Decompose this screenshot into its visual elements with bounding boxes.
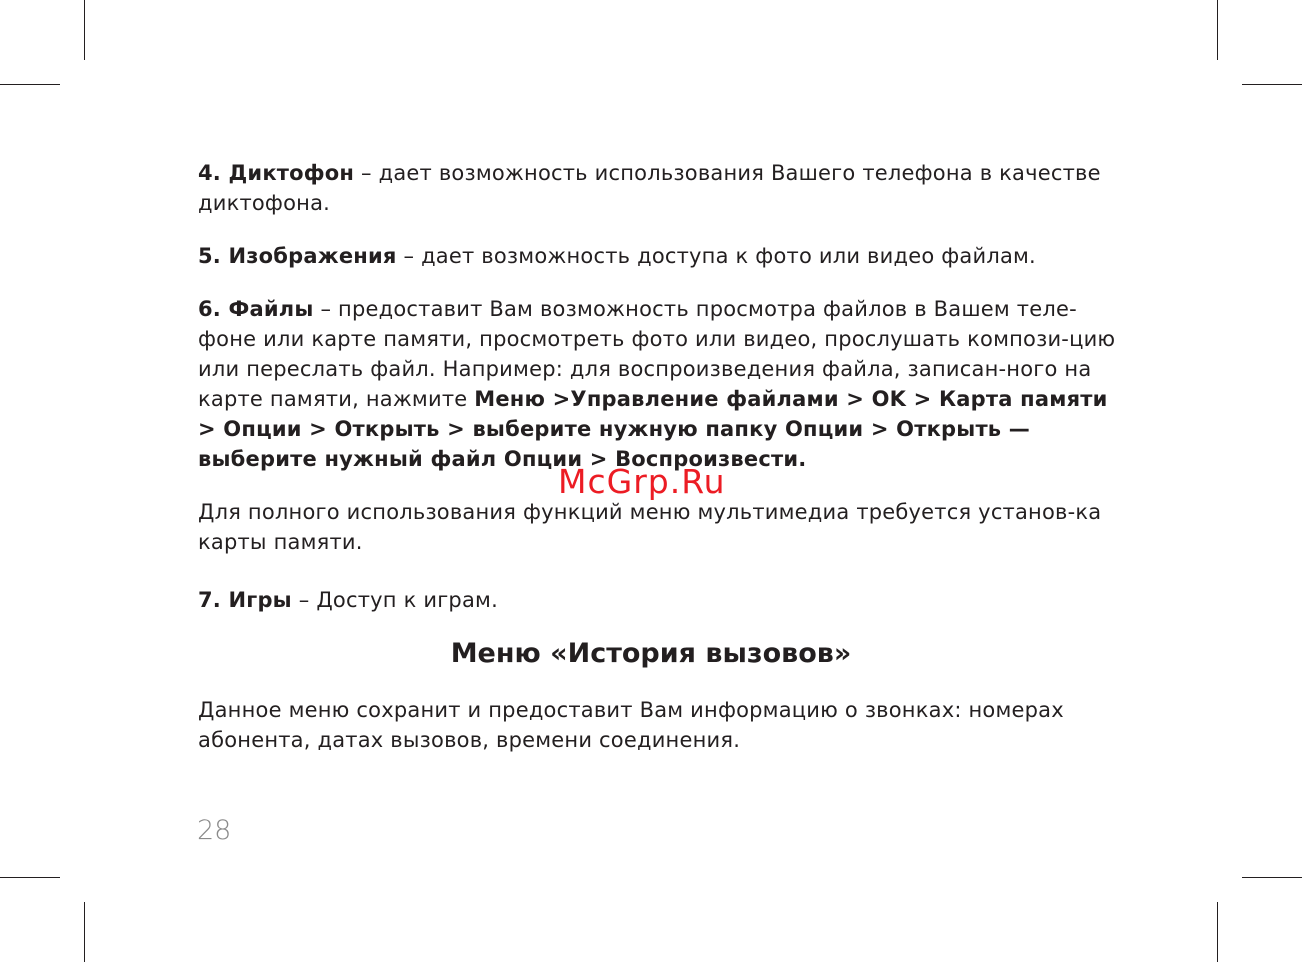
crop-mark [1217, 902, 1218, 962]
crop-mark [84, 902, 85, 962]
menu-path: Меню >Управление файлами > OK > Карта памяти > Опции > Открыть > выберите нужную папку Опции > Открыть — выберите нужный файл Опции > Воспроизвести. [198, 387, 1108, 471]
crop-mark [1217, 0, 1218, 60]
item-description: – предоставит Вам возможность просмотра файлов в Вашем теле-фоне или карте памяти, просмотреть фото или видео, прослушать компози-цию или переслать файл. Например: для воспроизведения файла, записан-ного на карте памяти, нажмите [198, 297, 1116, 411]
section-heading: Меню «История вызовов» [450, 638, 852, 669]
memory-card-note [198, 497, 1158, 557]
call-history-body [198, 695, 1158, 755]
crop-mark [1242, 84, 1302, 85]
item-dictaphone [198, 158, 1158, 218]
item-files [198, 294, 1128, 474]
crop-mark [0, 877, 60, 878]
item-games [198, 585, 1158, 615]
item-title: 7. Игры [198, 588, 292, 612]
item-title: 4. Диктофон [198, 161, 355, 185]
item-description: – Доступ к играм. [291, 588, 498, 612]
crop-mark [1242, 877, 1302, 878]
note-text: Для полного использования функций меню мультимедиа требуется установ-ка карты памяти. [198, 500, 1102, 554]
item-description: – дает возможность доступа к фото или видео файлам. [396, 244, 1036, 268]
item-images [198, 241, 1158, 271]
call-history-text: Данное меню сохранит и предоставит Вам информацию о звонках: номерах абонента, датах вызовов, времени соединения. [198, 698, 1064, 752]
item-title: 6. Файлы [198, 297, 314, 321]
page-number: 28 [197, 815, 232, 846]
item-title: 5. Изображения [198, 244, 397, 268]
crop-mark [0, 84, 60, 85]
item-description: – дает возможность использования Вашего телефона в качестве диктофона. [198, 161, 1101, 215]
watermark: McGrp.Ru [558, 462, 726, 501]
crop-mark [84, 0, 85, 60]
